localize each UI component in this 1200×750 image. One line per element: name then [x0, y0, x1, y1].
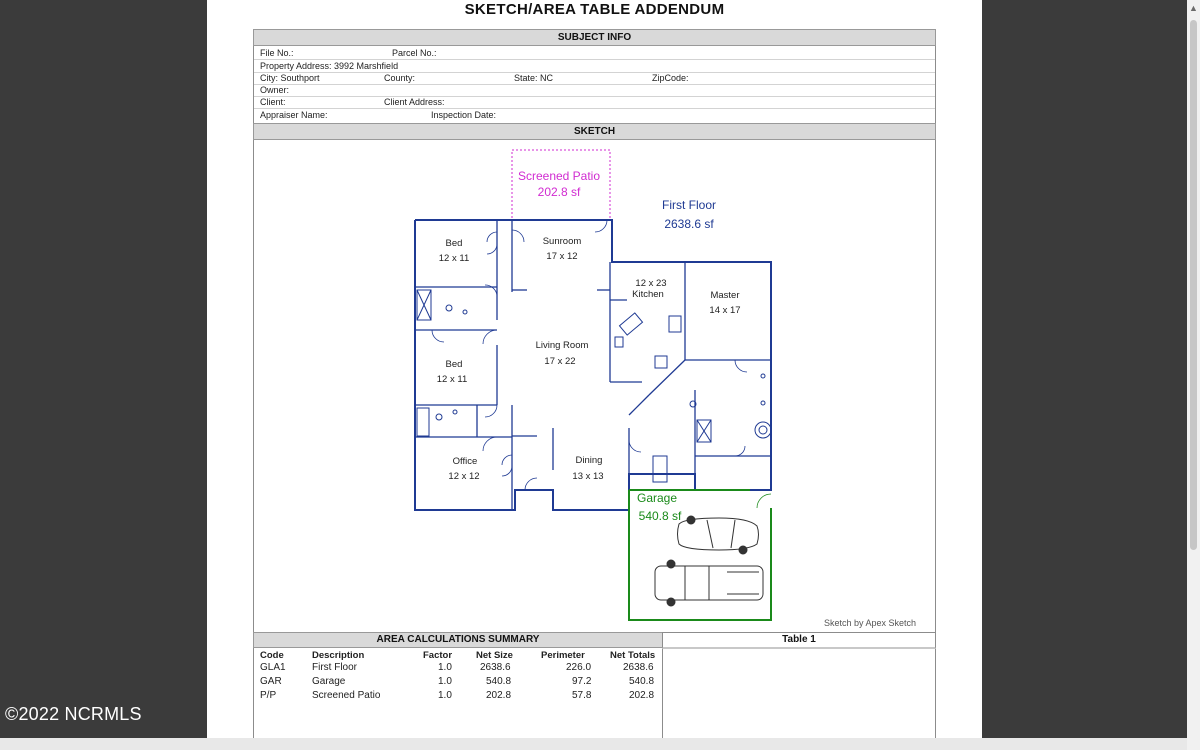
col-net-size: Net Size	[476, 650, 513, 661]
first-floor-area: 2638.6 sf	[664, 217, 714, 231]
page-title: SKETCH/AREA TABLE ADDENDUM	[464, 1, 725, 18]
room-dining-size: 13 x 13	[572, 471, 604, 482]
screened-patio-label: Screened Patio	[517, 169, 601, 183]
door-swings	[432, 220, 747, 490]
inspection-date-label: Inspection Date:	[431, 110, 497, 120]
table1-header: Table 1	[662, 632, 936, 649]
room-sunroom-size: 17 x 12	[546, 251, 578, 262]
scroll-thumb[interactable]	[1190, 20, 1197, 550]
appraiser-name-label: Appraiser Name:	[260, 110, 328, 120]
col-code: Code	[260, 650, 284, 661]
client-address-label: Client Address:	[384, 97, 445, 107]
room-dining-name: Dining	[575, 455, 603, 466]
cell-factor: 1.0	[438, 676, 452, 687]
cell-description: Garage	[312, 676, 346, 687]
car-icon	[678, 516, 759, 554]
cell-net-size: 540.8	[486, 676, 512, 687]
fixtures	[417, 290, 771, 482]
bottom-strip	[0, 738, 1187, 750]
cell-perimeter: 97.2	[572, 676, 592, 687]
table1-box	[662, 632, 936, 744]
garage-area: 540.8 sf	[638, 509, 682, 523]
room-bed-1-size: 12 x 11	[438, 253, 470, 264]
cell-net-totals: 2638.6	[623, 662, 654, 673]
room-sunroom-name: Sunroom	[542, 236, 582, 247]
left-background	[0, 0, 207, 750]
screened-patio-area: 202.8 sf	[537, 185, 581, 199]
room-bed-2-size: 12 x 11	[436, 374, 468, 385]
garage-label: Garage	[636, 491, 678, 505]
vertical-scrollbar[interactable]	[1187, 0, 1200, 750]
cell-net-totals: 540.8	[629, 676, 655, 687]
cell-code: GLA1	[260, 662, 286, 673]
room-master-name: Master	[710, 290, 740, 301]
col-net-totals: Net Totals	[610, 650, 656, 661]
cell-description: First Floor	[312, 662, 357, 673]
first-floor-label: First Floor	[662, 198, 716, 212]
room-kitchen-name: Kitchen	[632, 289, 664, 300]
property-address: Property Address: 3992 Marshfield	[260, 61, 399, 71]
subject-info-header: SUBJECT INFO	[253, 29, 936, 46]
cell-perimeter: 226.0	[566, 662, 592, 673]
cell-code: GAR	[260, 676, 282, 687]
zipcode-label: ZipCode:	[652, 73, 689, 83]
room-living-name: Living Room	[535, 340, 589, 351]
cell-net-totals: 202.8	[629, 690, 655, 701]
sketch-header: SKETCH	[253, 123, 936, 140]
room-office-name: Office	[452, 456, 478, 467]
cell-factor: 1.0	[438, 690, 452, 701]
client-label: Client:	[260, 97, 286, 107]
cell-description: Screened Patio	[312, 690, 381, 701]
owner-label: Owner:	[260, 85, 290, 95]
truck-icon	[655, 560, 763, 606]
col-description: Description	[312, 650, 365, 661]
col-perimeter: Perimeter	[541, 650, 585, 661]
cell-code: P/P	[260, 690, 277, 701]
state-value: State: NC	[514, 73, 554, 83]
cell-net-size: 202.8	[486, 690, 512, 701]
file-no-label: File No.:	[260, 48, 294, 58]
room-kitchen-dim: 12 x 23	[635, 278, 667, 289]
room-bed-2-name: Bed	[445, 359, 463, 370]
sketch-credit: Sketch by Apex Sketch	[824, 618, 917, 628]
parcel-no-label: Parcel No.:	[392, 48, 437, 58]
room-living-size: 17 x 22	[544, 356, 576, 367]
city-value: City: Southport	[260, 73, 320, 83]
room-master-size: 14 x 17	[709, 305, 741, 316]
right-background	[982, 0, 1187, 750]
cell-factor: 1.0	[438, 662, 452, 673]
col-factor: Factor	[423, 650, 453, 661]
cell-net-size: 2638.6	[480, 662, 511, 673]
area-summary-header: AREA CALCULATIONS SUMMARY	[253, 632, 663, 648]
cell-perimeter: 57.8	[572, 690, 592, 701]
area-summary-box	[253, 632, 663, 744]
county-label: County:	[384, 73, 416, 83]
room-office-size: 12 x 12	[448, 471, 480, 482]
document-page	[207, 0, 982, 750]
scroll-up-icon[interactable]: ▲	[1189, 3, 1198, 13]
copyright-watermark: ©2022 NCRMLS	[5, 704, 142, 724]
room-bed-1-name: Bed	[445, 238, 463, 249]
